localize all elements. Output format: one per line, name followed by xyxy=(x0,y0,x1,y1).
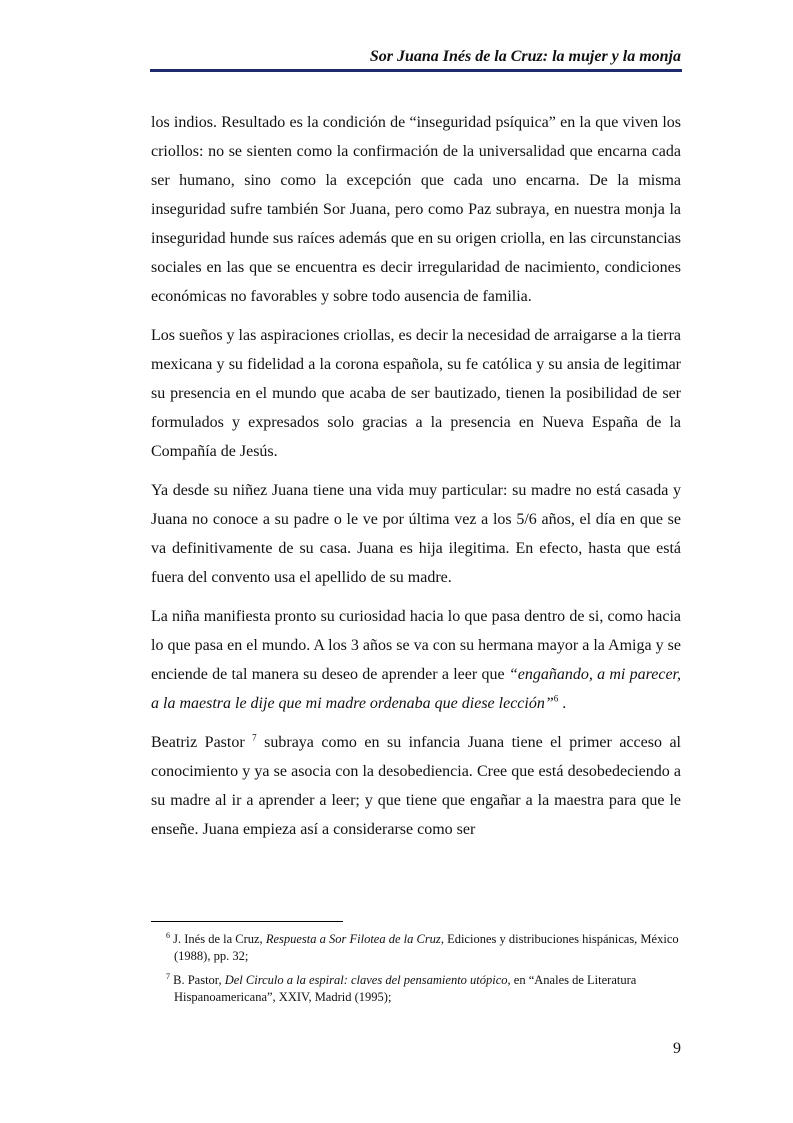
paragraph-4 xyxy=(151,602,681,718)
footnote-7-author: B. Pastor, xyxy=(173,973,225,987)
paragraph-5-text: subraya como en su infancia Juana tiene el primer acceso al conocimiento y ya se asocia con la desobediencia. Cree que está desobedeciendo a su madre al ir a aprender a leer; y que tiene que engañar a la maestra para que le enseñe. Juana empieza así a considerarse como ser xyxy=(151,734,681,838)
footnote-ref-6[interactable]: 6 xyxy=(553,693,559,704)
page-number: 9 xyxy=(673,1040,681,1057)
paragraph-5-start: Beatriz Pastor xyxy=(151,734,253,751)
body-text xyxy=(151,108,681,854)
paragraph-5 xyxy=(151,728,681,844)
footnote-7-details: , en “Anales de Literatura Hispanoamericana”, XXIV, Madrid (1995); xyxy=(174,973,637,1004)
running-header: Sor Juana Inés de la Cruz: la mujer y la monja xyxy=(369,48,681,65)
quotation: “engañando, a mi parecer, a la maestra le dije que mi madre ordenaba que diese lección” xyxy=(151,666,682,712)
paragraph-2-text: Los sueños y las aspiraciones criollas, es decir la necesidad de arraigarse a la tierra mexicana y su fidelidad a la corona española, su fe católica y su ansia de legitimar su presencia en el mundo que acaba de ser bautizado, tienen la posibilidad de ser formulados y expresados solo gracias a la presencia en Nueva España de la Compañía de Jesús. xyxy=(151,327,681,460)
footnote-6-number: 6 xyxy=(166,930,170,940)
paragraph-3-text: Ya desde su niñez Juana tiene una vida muy particular: su madre no está casada y Juana no conoce a su padre o le ve por última vez a los 5/6 años, el día en que se va definitivamente de su casa. Juana es hija ilegitima. En efecto, hasta que está fuera del convento usa el apellido de su madre. xyxy=(151,482,681,586)
footnote-7-number: 7 xyxy=(166,971,170,981)
footnote-6-author: J. Inés de la Cruz, xyxy=(173,932,266,946)
paragraph-4-text: La niña manifiesta pronto su curiosidad hacia lo que pasa dentro de si, como hacia lo que pasa en el mundo. A los 3 años se va con su hermana mayor a la Amiga y se enciende de tal manera su deseo de aprender a leer que xyxy=(151,608,681,683)
footnote-7 xyxy=(166,972,681,1006)
footnote-6-details: , Ediciones y distribuciones hispánicas, México (1988), pp. 32; xyxy=(174,932,679,963)
paragraph-1 xyxy=(151,108,681,311)
footnotes xyxy=(166,931,681,1013)
footnote-separator xyxy=(151,921,343,922)
paragraph-1-text: los indios. Resultado es la condición de “inseguridad psíquica” en la que viven los criollos: no se sienten como la confirmación de la universalidad que encarna cada ser humano, sino como la excepción que cada uno encarna. De la misma inseguridad sufre también Sor Juana, pero como Paz subraya, en nuestra monja la inseguridad hunde sus raíces además que en su origen criolla, en las circunstancias sociales en las que se encuentra es decir irregularidad de nacimiento, condiciones económicas no favorables y sobre todo ausencia de familia. xyxy=(151,114,681,305)
footnote-7-title: Del Circulo a la espiral: claves del pensamiento utópico xyxy=(224,973,508,987)
paragraph-4-end: . xyxy=(558,695,567,712)
paragraph-3 xyxy=(151,476,681,592)
footnote-6 xyxy=(166,931,681,965)
footnote-6-title: Respuesta a Sor Filotea de la Cruz xyxy=(265,932,441,946)
footnote-ref-7[interactable]: 7 xyxy=(252,732,257,743)
header-rule xyxy=(150,69,682,72)
paragraph-2 xyxy=(151,321,681,466)
